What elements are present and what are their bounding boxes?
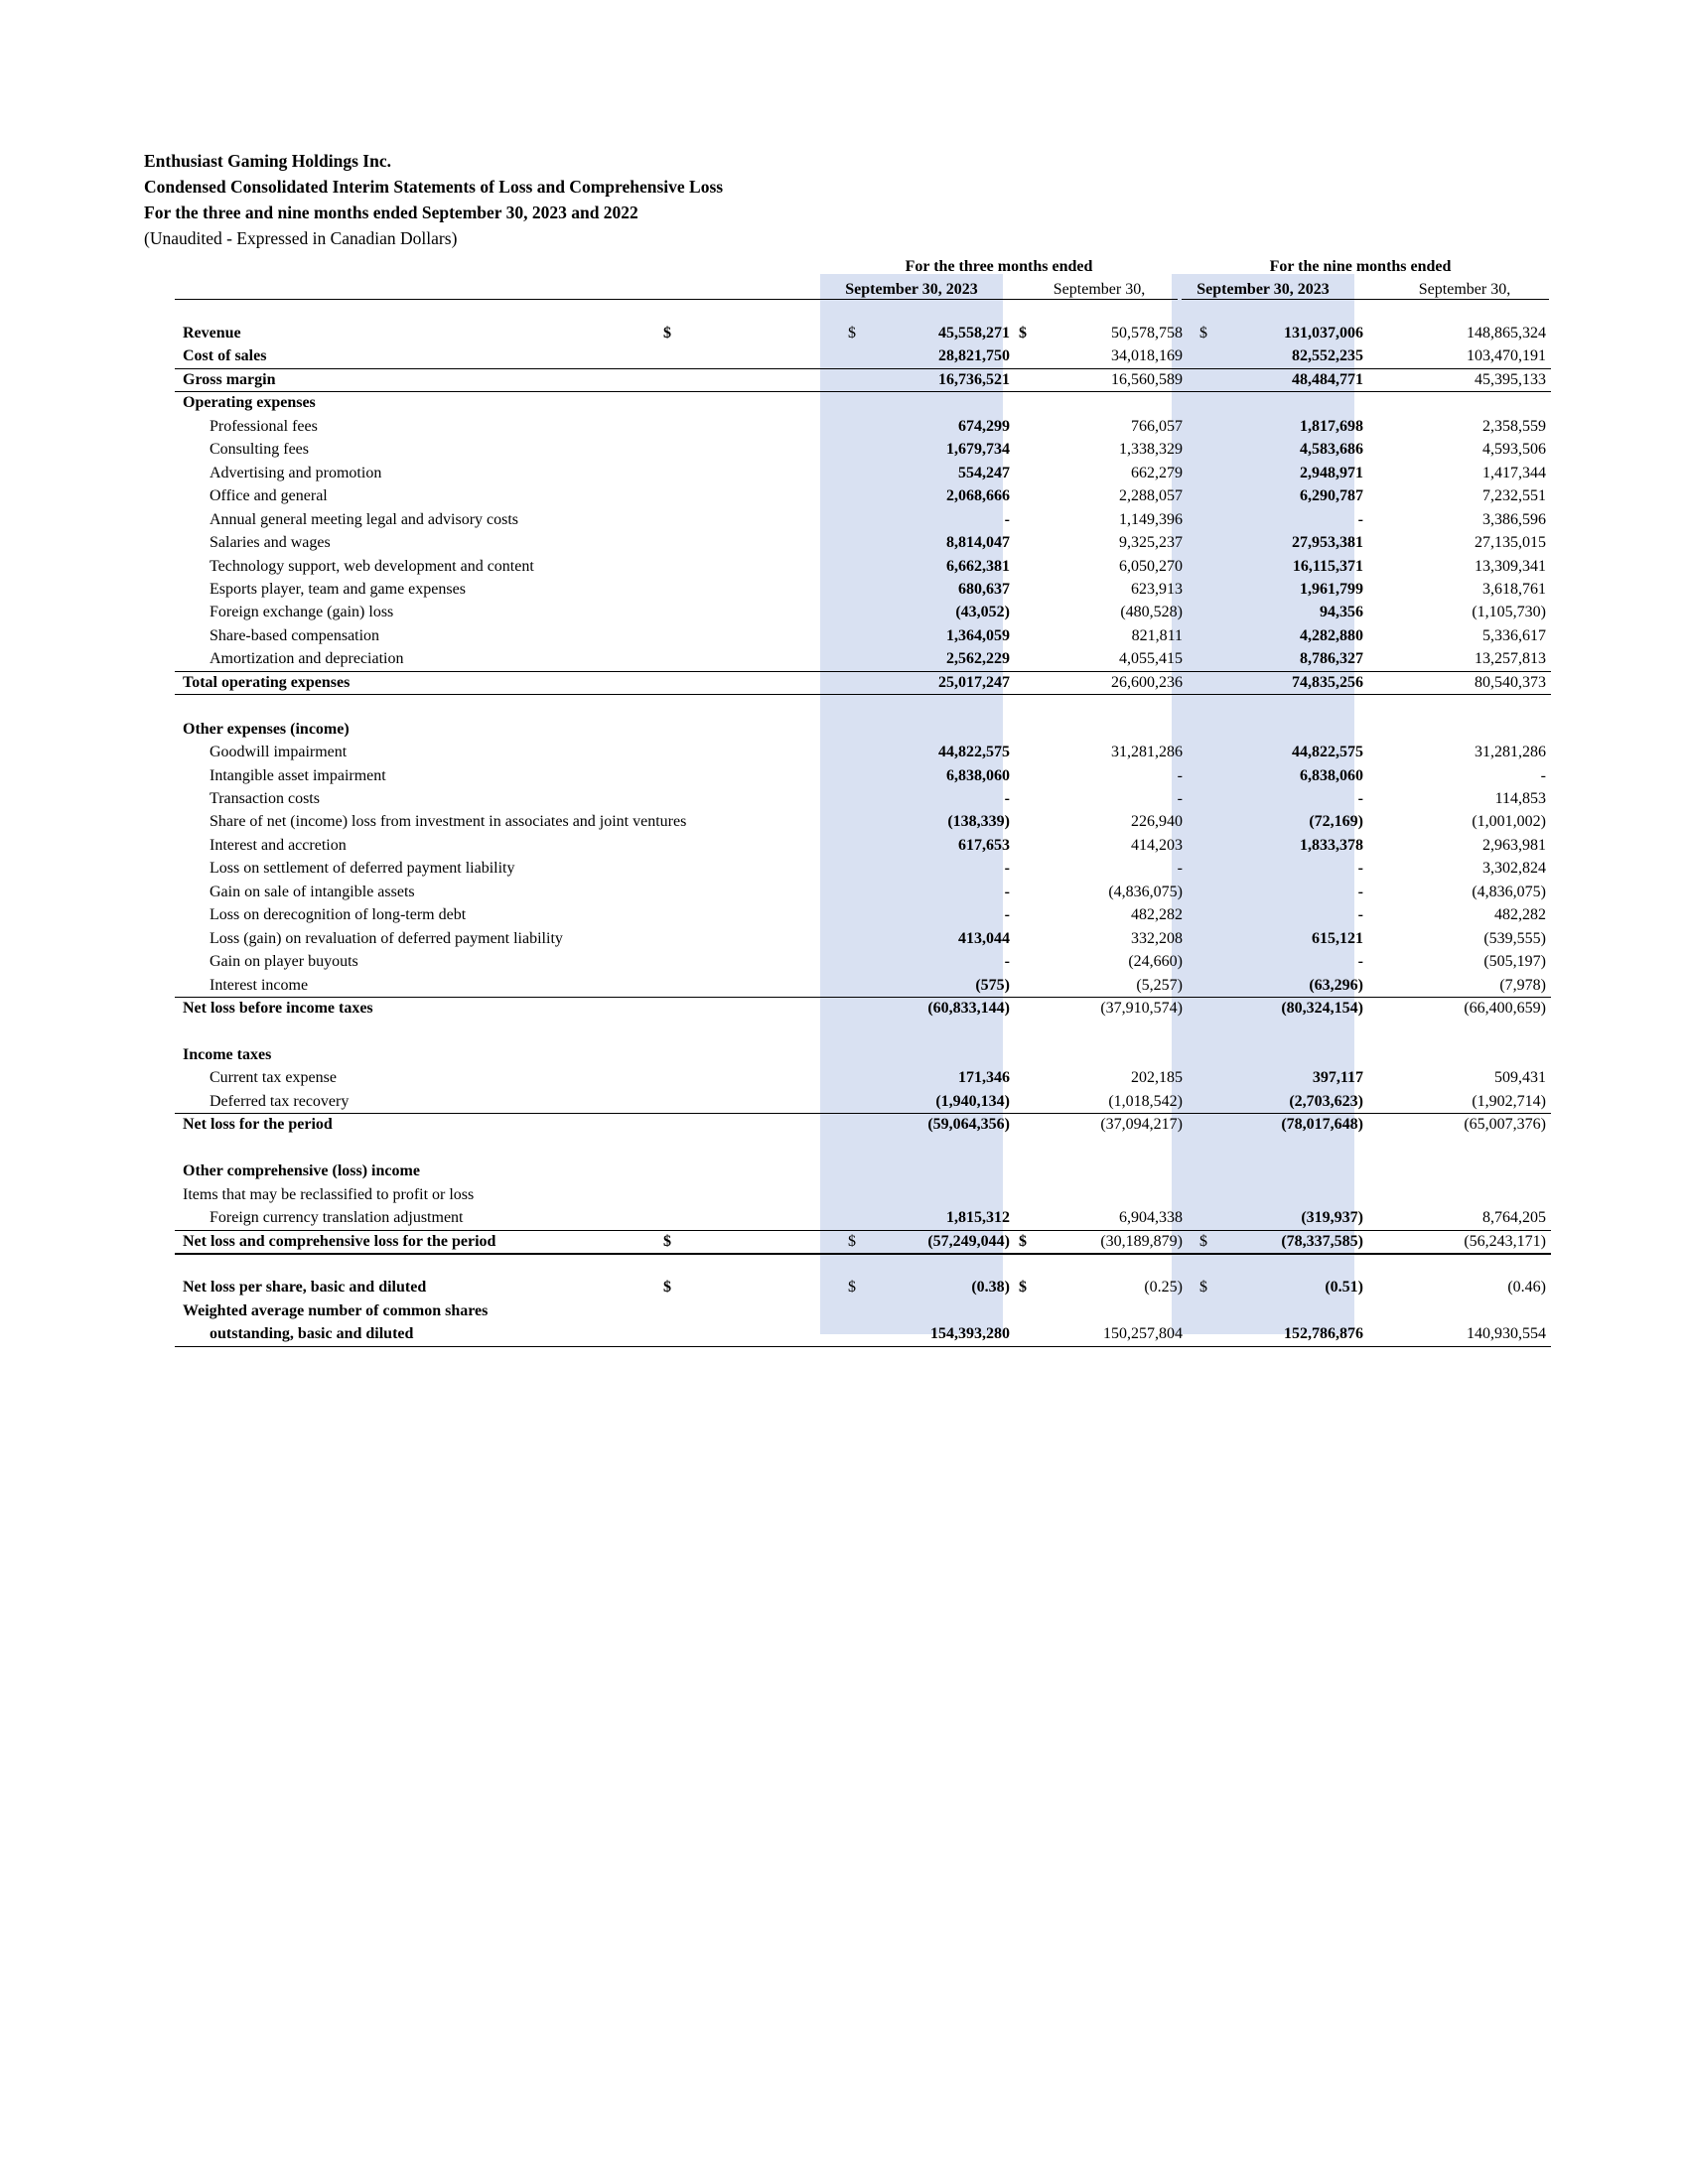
row-label: Foreign exchange (gain) loss bbox=[210, 604, 394, 621]
currency-symbol: $ bbox=[1019, 1232, 1027, 1250]
statement-row bbox=[177, 601, 1550, 624]
cell-value: 31,281,286 bbox=[1475, 744, 1546, 761]
cell-value: 6,290,787 bbox=[1300, 487, 1363, 505]
row-label: Consulting fees bbox=[210, 441, 309, 459]
statement-row bbox=[177, 555, 1550, 579]
row-rule bbox=[175, 368, 1551, 369]
cell-value: (1,018,542) bbox=[1108, 1092, 1183, 1110]
column-header-nine-months-2022: September 30, bbox=[1418, 281, 1511, 298]
cell-value: 1,149,396 bbox=[1119, 510, 1183, 528]
spacer-row bbox=[177, 1253, 1550, 1277]
row-label: Share-based compensation bbox=[210, 626, 380, 644]
row-label: Weighted average number of common shares bbox=[183, 1301, 489, 1319]
statement-row bbox=[177, 1113, 1550, 1137]
row-label: Interest income bbox=[210, 976, 309, 994]
cell-value: 103,470,191 bbox=[1467, 347, 1546, 365]
row-label: Gain on sale of intangible assets bbox=[210, 883, 415, 900]
cell-value: (80,324,154) bbox=[1281, 1000, 1363, 1018]
row-rule bbox=[175, 671, 1551, 672]
statement-row bbox=[177, 624, 1550, 648]
statement-row bbox=[177, 647, 1550, 671]
cell-value: 1,679,734 bbox=[946, 441, 1010, 459]
cell-value: - bbox=[1004, 860, 1010, 878]
cell-value: 8,786,327 bbox=[1300, 650, 1363, 668]
header-rule-left bbox=[175, 299, 1178, 300]
cell-value: 4,282,880 bbox=[1300, 626, 1363, 644]
cell-value: (1,001,002) bbox=[1472, 813, 1546, 831]
currency-symbol: $ bbox=[848, 1279, 856, 1297]
cell-value: 662,279 bbox=[1131, 464, 1183, 481]
statement-row bbox=[177, 368, 1550, 392]
statement-row bbox=[177, 322, 1550, 345]
cell-value: 16,736,521 bbox=[938, 370, 1010, 388]
cell-value: 148,865,324 bbox=[1467, 325, 1546, 341]
cell-value: (0.46) bbox=[1507, 1279, 1546, 1297]
cell-value: - bbox=[1357, 883, 1363, 900]
cell-value: (60,833,144) bbox=[927, 1000, 1010, 1018]
statement-row bbox=[177, 438, 1550, 462]
row-label: Net loss and comprehensive loss for the period bbox=[183, 1232, 496, 1250]
row-label: Items that may be reclassified to profit or loss bbox=[183, 1185, 475, 1203]
cell-value: 45,558,271 bbox=[938, 325, 1010, 341]
cell-value: (37,910,574) bbox=[1100, 1000, 1183, 1018]
currency-symbol: $ bbox=[663, 1279, 671, 1297]
cell-value: - bbox=[1004, 953, 1010, 971]
cell-value: 13,257,813 bbox=[1475, 650, 1546, 668]
cell-value: 680,637 bbox=[958, 580, 1010, 598]
cell-value: 16,115,371 bbox=[1292, 557, 1363, 575]
cell-value: - bbox=[1004, 790, 1010, 807]
header-rule-right bbox=[1182, 299, 1549, 300]
cell-value: 1,961,799 bbox=[1300, 580, 1363, 598]
statement-row bbox=[177, 415, 1550, 439]
cell-value: 131,037,006 bbox=[1284, 325, 1363, 341]
currency-symbol: $ bbox=[663, 1232, 671, 1250]
cell-value: 150,257,804 bbox=[1103, 1325, 1183, 1343]
row-rule bbox=[175, 1230, 1551, 1231]
cell-value: - bbox=[1357, 860, 1363, 878]
cell-value: 27,953,381 bbox=[1292, 534, 1363, 552]
row-label: Salaries and wages bbox=[210, 534, 331, 552]
row-rule bbox=[175, 391, 1551, 392]
cell-value: (1,940,134) bbox=[935, 1092, 1010, 1110]
row-rule bbox=[175, 997, 1551, 998]
cell-value: (56,243,171) bbox=[1464, 1232, 1546, 1250]
cell-value: (4,836,075) bbox=[1108, 883, 1183, 900]
row-rule bbox=[175, 1346, 1551, 1347]
currency-symbol: $ bbox=[1019, 1279, 1027, 1297]
cell-value: 3,302,824 bbox=[1482, 860, 1546, 878]
statement-row bbox=[177, 484, 1550, 508]
row-label: Other comprehensive (loss) income bbox=[183, 1162, 420, 1180]
cell-value: 2,562,229 bbox=[946, 650, 1010, 668]
cell-value: 48,484,771 bbox=[1292, 370, 1363, 388]
cell-value: - bbox=[1177, 860, 1183, 878]
statement-row bbox=[177, 1043, 1550, 1067]
cell-value: 1,833,378 bbox=[1300, 836, 1363, 854]
cell-value: - bbox=[1004, 883, 1010, 900]
cell-value: (1,105,730) bbox=[1472, 604, 1546, 621]
row-label: Technology support, web development and content bbox=[210, 557, 534, 575]
cell-value: - bbox=[1357, 790, 1363, 807]
cell-value: - bbox=[1177, 790, 1183, 807]
cell-value: 2,963,981 bbox=[1482, 836, 1546, 854]
currency-symbol: $ bbox=[1199, 1232, 1207, 1250]
row-label: Income taxes bbox=[183, 1045, 272, 1063]
statement-row bbox=[177, 974, 1550, 998]
cell-value: 615,121 bbox=[1312, 929, 1363, 947]
cell-value: 2,948,971 bbox=[1300, 464, 1363, 481]
row-label: Other expenses (income) bbox=[183, 720, 350, 738]
cell-value: (4,836,075) bbox=[1472, 883, 1546, 900]
cell-value: (5,257) bbox=[1136, 976, 1183, 994]
column-group-nine-months: For the nine months ended bbox=[1269, 258, 1452, 275]
row-label: Net loss per share, basic and diluted bbox=[183, 1279, 427, 1297]
row-label: Share of net (income) loss from investment in associates and joint ventures bbox=[210, 813, 687, 831]
column-header-nine-months-2023: September 30, 2023 bbox=[1196, 281, 1330, 298]
currency-symbol: $ bbox=[1199, 1279, 1207, 1297]
row-rule bbox=[175, 1113, 1551, 1114]
cell-value: 27,135,015 bbox=[1475, 534, 1546, 552]
cell-value: (7,978) bbox=[1499, 976, 1546, 994]
cell-value: 74,835,256 bbox=[1292, 673, 1363, 691]
cell-value: 617,653 bbox=[958, 836, 1010, 854]
cell-value: - bbox=[1540, 766, 1546, 784]
row-label: Transaction costs bbox=[210, 790, 320, 807]
row-label: Goodwill impairment bbox=[210, 744, 348, 761]
row-label: Gross margin bbox=[183, 370, 276, 388]
statement-row bbox=[177, 1160, 1550, 1183]
statement-row bbox=[177, 927, 1550, 951]
statement-row bbox=[177, 997, 1550, 1021]
cell-value: 397,117 bbox=[1312, 1069, 1363, 1087]
statement-row bbox=[177, 810, 1550, 834]
cell-value: 25,017,247 bbox=[938, 673, 1010, 691]
row-label: Interest and accretion bbox=[210, 836, 347, 854]
cell-value: (43,052) bbox=[955, 604, 1010, 621]
row-rule bbox=[175, 694, 1551, 695]
cell-value: 13,309,341 bbox=[1475, 557, 1546, 575]
row-label: Loss on settlement of deferred payment liability bbox=[210, 860, 515, 878]
cell-value: 554,247 bbox=[958, 464, 1010, 481]
cell-value: 16,560,589 bbox=[1111, 370, 1183, 388]
cell-value: 140,930,554 bbox=[1467, 1325, 1546, 1343]
cell-value: 413,044 bbox=[958, 929, 1010, 947]
cell-value: 482,282 bbox=[1494, 906, 1546, 924]
spacer-row bbox=[177, 1021, 1550, 1044]
statement-row bbox=[177, 462, 1550, 485]
cell-value: 2,358,559 bbox=[1482, 417, 1546, 435]
cell-value: - bbox=[1177, 766, 1183, 784]
statement-note: (Unaudited - Expressed in Canadian Dollars) bbox=[144, 228, 458, 248]
row-label: Intangible asset impairment bbox=[210, 766, 386, 784]
cell-value: (57,249,044) bbox=[927, 1232, 1010, 1250]
row-label: Professional fees bbox=[210, 417, 318, 435]
row-label: Total operating expenses bbox=[183, 673, 351, 691]
row-label: Current tax expense bbox=[210, 1069, 337, 1087]
statement-row bbox=[177, 531, 1550, 555]
statement-row bbox=[177, 1230, 1550, 1254]
cell-value: (30,189,879) bbox=[1100, 1232, 1183, 1250]
row-label: Office and general bbox=[210, 487, 328, 505]
currency-symbol: $ bbox=[1199, 325, 1207, 341]
row-label: Gain on player buyouts bbox=[210, 953, 358, 971]
cell-value: 171,346 bbox=[958, 1069, 1010, 1087]
cell-value: (78,337,585) bbox=[1281, 1232, 1363, 1250]
statement-row bbox=[177, 857, 1550, 881]
cell-value: (0.51) bbox=[1325, 1279, 1363, 1297]
cell-value: 9,325,237 bbox=[1119, 534, 1183, 552]
statement-row bbox=[177, 1299, 1550, 1323]
cell-value: 5,336,617 bbox=[1482, 626, 1546, 644]
cell-value: 31,281,286 bbox=[1111, 744, 1183, 761]
currency-symbol: $ bbox=[663, 325, 671, 341]
statement-title: Condensed Consolidated Interim Statements of Loss and Comprehensive Loss bbox=[144, 177, 724, 197]
statement-row bbox=[177, 1322, 1550, 1346]
company-name: Enthusiast Gaming Holdings Inc. bbox=[144, 151, 391, 171]
cell-value: (1,902,714) bbox=[1472, 1092, 1546, 1110]
row-label: Cost of sales bbox=[183, 347, 267, 365]
statement-row bbox=[177, 391, 1550, 415]
spacer-row bbox=[177, 694, 1550, 718]
cell-value: 28,821,750 bbox=[938, 347, 1010, 365]
statement-row bbox=[177, 834, 1550, 858]
cell-value: - bbox=[1357, 953, 1363, 971]
row-label: Loss (gain) on revaluation of deferred payment liability bbox=[210, 929, 563, 947]
cell-value: (0.38) bbox=[971, 1279, 1010, 1297]
cell-value: (319,937) bbox=[1301, 1209, 1363, 1227]
cell-value: (37,094,217) bbox=[1100, 1116, 1183, 1134]
statement-row bbox=[177, 787, 1550, 811]
cell-value: 26,600,236 bbox=[1111, 673, 1183, 691]
row-label: Operating expenses bbox=[183, 394, 316, 412]
column-group-three-months: For the three months ended bbox=[905, 258, 1093, 275]
cell-value: 50,578,758 bbox=[1111, 325, 1183, 341]
cell-value: 623,913 bbox=[1131, 580, 1183, 598]
cell-value: 6,838,060 bbox=[946, 766, 1010, 784]
row-label: Esports player, team and game expenses bbox=[210, 580, 466, 598]
cell-value: (505,197) bbox=[1483, 953, 1546, 971]
cell-value: (138,339) bbox=[947, 813, 1010, 831]
cell-value: 152,786,876 bbox=[1284, 1325, 1363, 1343]
cell-value: 766,057 bbox=[1131, 417, 1183, 435]
currency-symbol: $ bbox=[1019, 325, 1027, 341]
cell-value: 4,583,686 bbox=[1300, 441, 1363, 459]
spacer-row bbox=[177, 1137, 1550, 1160]
cell-value: 154,393,280 bbox=[930, 1325, 1010, 1343]
cell-value: (480,528) bbox=[1120, 604, 1183, 621]
statement-row bbox=[177, 1066, 1550, 1090]
cell-value: (2,703,623) bbox=[1289, 1092, 1363, 1110]
row-label: outstanding, basic and diluted bbox=[210, 1325, 414, 1343]
statement-row bbox=[177, 950, 1550, 974]
cell-value: 332,208 bbox=[1131, 929, 1183, 947]
cell-value: (65,007,376) bbox=[1464, 1116, 1546, 1134]
cell-value: 82,552,235 bbox=[1292, 347, 1363, 365]
currency-symbol: $ bbox=[848, 325, 856, 341]
cell-value: 414,203 bbox=[1131, 836, 1183, 854]
statement-row bbox=[177, 1183, 1550, 1207]
row-rule bbox=[175, 1253, 1551, 1255]
cell-value: 1,338,329 bbox=[1119, 441, 1183, 459]
cell-value: (72,169) bbox=[1309, 813, 1363, 831]
cell-value: 7,232,551 bbox=[1482, 487, 1546, 505]
cell-value: 2,288,057 bbox=[1119, 487, 1183, 505]
cell-value: (66,400,659) bbox=[1464, 1000, 1546, 1018]
cell-value: 821,811 bbox=[1131, 626, 1183, 644]
cell-value: 6,838,060 bbox=[1300, 766, 1363, 784]
cell-value: 509,431 bbox=[1494, 1069, 1546, 1087]
statement-row bbox=[177, 903, 1550, 927]
cell-value: 6,904,338 bbox=[1119, 1209, 1183, 1227]
row-label: Loss on derecognition of long-term debt bbox=[210, 906, 467, 924]
statement-row bbox=[177, 508, 1550, 532]
cell-value: (0.25) bbox=[1144, 1279, 1183, 1297]
statement-row bbox=[177, 671, 1550, 695]
cell-value: - bbox=[1004, 510, 1010, 528]
cell-value: - bbox=[1357, 906, 1363, 924]
statement-row bbox=[177, 1276, 1550, 1299]
column-header-three-months-2023: September 30, 2023 bbox=[845, 281, 978, 298]
cell-value: 1,817,698 bbox=[1300, 417, 1363, 435]
cell-value: 44,822,575 bbox=[1292, 744, 1363, 761]
cell-value: 8,764,205 bbox=[1482, 1209, 1546, 1227]
row-label: Advertising and promotion bbox=[210, 464, 382, 481]
cell-value: (24,660) bbox=[1128, 953, 1183, 971]
cell-value: 1,364,059 bbox=[946, 626, 1010, 644]
statement-row bbox=[177, 344, 1550, 368]
cell-value: 3,618,761 bbox=[1482, 580, 1546, 598]
cell-value: - bbox=[1004, 906, 1010, 924]
statement-row bbox=[177, 764, 1550, 788]
cell-value: 4,055,415 bbox=[1119, 650, 1183, 668]
statement-row bbox=[177, 881, 1550, 904]
cell-value: 226,940 bbox=[1131, 813, 1183, 831]
statement-period: For the three and nine months ended September 30, 2023 and 2022 bbox=[144, 203, 638, 222]
cell-value: 94,356 bbox=[1320, 604, 1363, 621]
cell-value: 674,299 bbox=[958, 417, 1010, 435]
statement-row bbox=[177, 741, 1550, 764]
row-label: Net loss before income taxes bbox=[183, 1000, 373, 1018]
cell-value: 1,417,344 bbox=[1482, 464, 1546, 481]
cell-value: 482,282 bbox=[1131, 906, 1183, 924]
cell-value: 6,662,381 bbox=[946, 557, 1010, 575]
cell-value: (63,296) bbox=[1309, 976, 1363, 994]
cell-value: (78,017,648) bbox=[1281, 1116, 1363, 1134]
currency-symbol: $ bbox=[848, 1232, 856, 1250]
cell-value: 2,068,666 bbox=[946, 487, 1010, 505]
row-label: Amortization and depreciation bbox=[210, 650, 404, 668]
column-header-three-months-2022: September 30, bbox=[1053, 281, 1146, 298]
cell-value: 202,185 bbox=[1131, 1069, 1183, 1087]
statement-row bbox=[177, 1206, 1550, 1230]
cell-value: 44,822,575 bbox=[938, 744, 1010, 761]
cell-value: 114,853 bbox=[1494, 790, 1546, 807]
row-label: Foreign currency translation adjustment bbox=[210, 1209, 464, 1227]
cell-value: - bbox=[1357, 510, 1363, 528]
statement-row bbox=[177, 718, 1550, 742]
cell-value: 4,593,506 bbox=[1482, 441, 1546, 459]
statement-row bbox=[177, 1090, 1550, 1114]
row-label: Net loss for the period bbox=[183, 1116, 333, 1134]
cell-value: 34,018,169 bbox=[1111, 347, 1183, 365]
row-label: Revenue bbox=[183, 325, 241, 341]
cell-value: (59,064,356) bbox=[927, 1116, 1010, 1134]
cell-value: 45,395,133 bbox=[1475, 370, 1546, 388]
cell-value: 6,050,270 bbox=[1119, 557, 1183, 575]
cell-value: 3,386,596 bbox=[1482, 510, 1546, 528]
cell-value: 1,815,312 bbox=[946, 1209, 1010, 1227]
row-label: Annual general meeting legal and advisory costs bbox=[210, 510, 519, 528]
cell-value: 80,540,373 bbox=[1475, 673, 1546, 691]
statement-row bbox=[177, 578, 1550, 602]
cell-value: (539,555) bbox=[1483, 929, 1546, 947]
cell-value: (575) bbox=[975, 976, 1010, 994]
row-label: Deferred tax recovery bbox=[210, 1092, 350, 1110]
cell-value: 8,814,047 bbox=[946, 534, 1010, 552]
